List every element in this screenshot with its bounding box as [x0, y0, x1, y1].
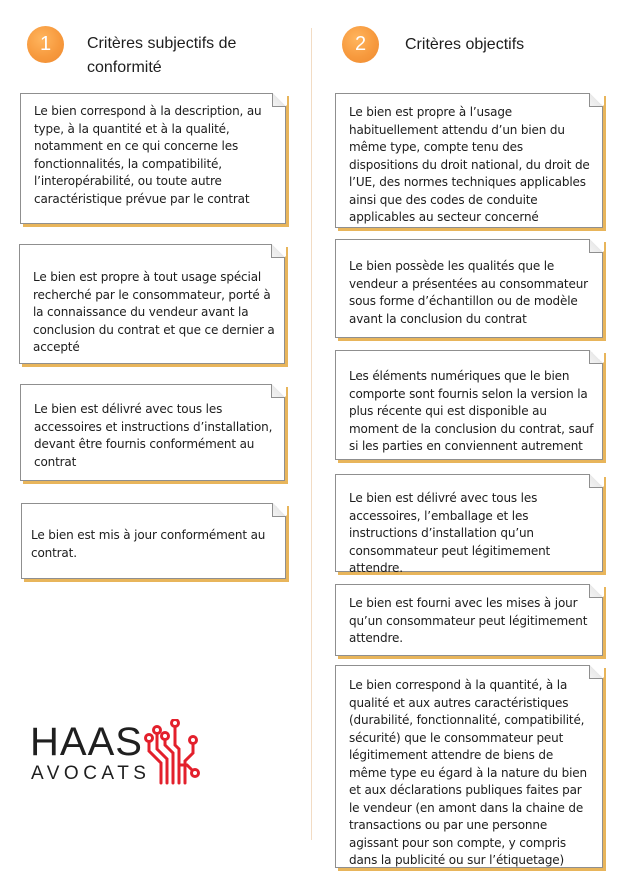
criteria-card [20, 93, 286, 224]
criteria-text: Le bien est délivré avec tous les accessoires, l’emballage et les instructions d’installation qu’un consommateur peut légitimement attendre. [349, 491, 551, 575]
criteria-text: Le bien est fourni avec les mises à jour qu’un consommateur peut légitimement attendre. [349, 596, 588, 645]
criteria-text: Le bien possède les qualités que le vendeur a présentées au consommateur sous forme d’échantillon ou de modèle avant la conclusion du contrat [349, 259, 588, 326]
criteria-text: Le bien correspond à la description, au type, à la quantité et à la qualité, notamment en ce qui concerne les fonctionnalités, la compatibilité, l’interopérabilité, ou toute autre caractéristique prévue par le contrat [34, 104, 262, 206]
section-header-objective [342, 26, 524, 63]
criteria-card [335, 665, 603, 868]
criteria-text: Le bien est propre à tout usage spécial recherché par le consommateur, porté à la connaissance du vendeur avant la conclusion du contrat et que ce dernier a accepté [33, 270, 275, 354]
section-number-badge: 1 [27, 26, 64, 63]
section-title: Critères objectifs [405, 36, 525, 53]
column-divider [311, 28, 312, 840]
circuit-tree-icon [143, 719, 203, 785]
criteria-text: Le bien est propre à l’usage habituellement attendu d’un bien du même type, compte tenu des dispositions du droit national, du droit de l’UE, des normes techniques applicables ainsi que des codes de conduite applicables au secteur concerné [349, 105, 590, 224]
criteria-text: Le bien est délivré avec tous les accessoires et instructions d’installation, devant être fournis conformément au contrat [34, 402, 273, 469]
criteria-card [335, 239, 603, 338]
section-number-badge: 2 [342, 26, 379, 63]
criteria-card [19, 244, 285, 364]
folded-corner-icon [589, 239, 603, 253]
criteria-card [335, 584, 603, 656]
logo-wordmark-avocats: AVOCATS [31, 763, 151, 784]
criteria-card [335, 93, 603, 228]
folded-corner-icon [271, 244, 285, 258]
folded-corner-icon [589, 350, 603, 364]
criteria-text: Le bien correspond à la quantité, à la qualité et aux autres caractéristiques (durabilité, fonctionnalité, compatibilité, sécurité) que le consommateur peut légitimement attendre de biens de même type eu égard à la nature du bien et aux déclarations publiques faites par le vendeur (en amont dans la chaine de transactions ou par une personne agissant pour son compte, y compris dans la publicité ou sur l’étiquetage) [349, 678, 587, 867]
logo-wordmark-haas: HAAS [30, 720, 143, 764]
criteria-text: Les éléments numériques que le bien comporte sont fournis selon la version la plus récente qui est disponible au moment de la conclusion du contrat, sauf si les parties en conviennent autrement [349, 369, 594, 453]
criteria-card [335, 474, 603, 575]
criteria-card [21, 503, 286, 579]
criteria-card [20, 384, 285, 481]
folded-corner-icon [272, 503, 286, 517]
folded-corner-icon [271, 384, 285, 398]
folded-corner-icon [589, 474, 603, 488]
haas-avocats-logo [30, 722, 210, 788]
section-header-subjective [27, 26, 287, 80]
criteria-card [335, 350, 603, 460]
criteria-text: Le bien est mis à jour conformément au contrat. [31, 528, 266, 560]
section-title: Critères subjectifs de conformité [87, 35, 237, 76]
